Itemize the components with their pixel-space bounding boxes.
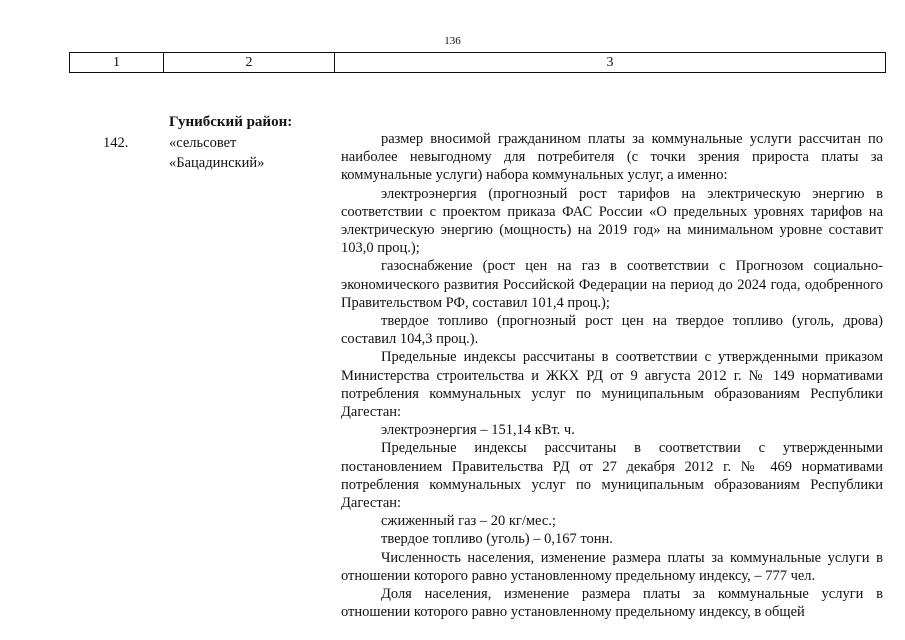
page-number: 136	[444, 35, 461, 47]
column-header-2: 2	[164, 53, 335, 73]
entry-number: 142.	[103, 135, 129, 151]
settlement-line: «сельсовет	[169, 135, 237, 151]
paragraph: сжиженный газ – 20 кг/мес.;	[381, 513, 556, 530]
paragraph: электроэнергия – 151,14 кВт. ч.	[381, 422, 575, 439]
paragraph: Предельные индексы рассчитаны в соответствии с утвержденными приказом Министерства строительства и ЖКХ РД от 9 августа 2012 г. № 149 нормативами потребления коммунальных услуг по муниципальным образованиям Республики Дагестан:	[341, 349, 883, 421]
paragraph: твердое топливо (уголь) – 0,167 тонн.	[381, 531, 613, 548]
paragraph: электроэнергия (прогнозный рост тарифов на электрическую энергию в соответствии с проектом приказа ФАС России «О предельных уровнях тарифов на электрическую энергию (мощность) на 2019 год» на минимальном уровне составит 103,0 проц.);	[341, 185, 883, 257]
district-heading: Гунибский район:	[169, 114, 293, 130]
column-header-1: 1	[70, 53, 164, 73]
paragraph: размер вносимой гражданином платы за коммунальные услуги рассчитан по наиболее невыгодному для потребителя (с точки зрения прироста платы за коммунальные услуги) набора коммунальных услуг, а именно:	[341, 131, 883, 184]
column-header-table	[69, 52, 886, 73]
paragraph: Предельные индексы рассчитаны в соответствии с утвержденными постановлением Правительства РД от 27 декабря 2012 г. № 469 нормативами потребления коммунальных услуг по муниципальным образованиям Республики Дагестан:	[341, 440, 883, 512]
column-header-3: 3	[335, 53, 886, 73]
paragraph: газоснабжение (рост цен на газ в соответствии с Прогнозом социально-экономического развития Российской Федерации на период до 2024 года, одобренного Правительством РФ, составил 101,4 проц.);	[341, 258, 883, 311]
entry-description	[341, 130, 883, 621]
column-header-row	[70, 53, 886, 73]
paragraph: твердое топливо (прогнозный рост цен на твердое топливо (уголь, дрова) составил 104,3 проц.).	[341, 313, 883, 348]
settlement-line: «Бацадинский»	[169, 155, 265, 171]
paragraph: Численность населения, изменение размера платы за коммунальные услуги в отношении которого равно установленному предельному индексу, – 777 чел.	[341, 549, 883, 584]
settlement-name	[169, 133, 339, 173]
paragraph: Доля населения, изменение размера платы за коммунальные услуги в отношении которого равно установленному предельному индексу, в общей	[341, 586, 883, 621]
